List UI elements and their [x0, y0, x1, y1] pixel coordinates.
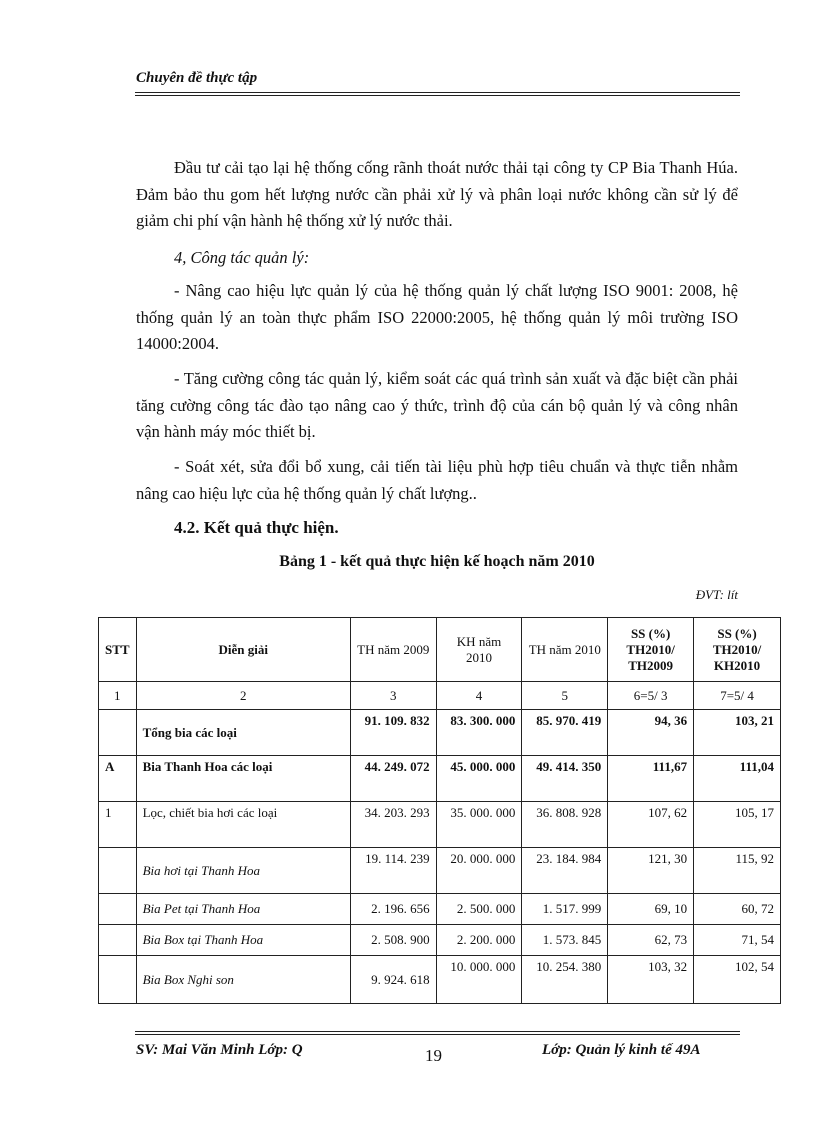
value-cell: 1. 573. 845 — [522, 925, 608, 956]
value-cell: 20. 000. 000 — [436, 848, 522, 894]
ratio-cell: 62, 73 — [608, 925, 694, 956]
value-cell: 10. 254. 380 — [522, 956, 608, 1004]
running-header: Chuyên đề thực tập — [136, 70, 258, 86]
table-index-row — [99, 682, 781, 710]
index-cell: 4 — [436, 682, 522, 710]
ratio-cell: 107, 62 — [608, 802, 694, 848]
paragraph-review: - Soát xét, sửa đổi bổ xung, cải tiến tài liệu phù hợp tiêu chuẩn và thực tiễn nhằm nâng cao hiệu lực của hệ thống quản lý chất lượng.. — [136, 457, 738, 503]
section-heading: 4.2. Kết quả thực hiện. — [174, 518, 339, 537]
stt-cell: A — [99, 756, 137, 802]
value-cell: 2. 508. 900 — [350, 925, 436, 956]
table-row-bia-hoi — [99, 848, 781, 894]
index-cell: 1 — [99, 682, 137, 710]
ratio-cell: 103, 21 — [694, 710, 781, 756]
value-cell: 2. 200. 000 — [436, 925, 522, 956]
value-cell: 2. 500. 000 — [436, 894, 522, 925]
ratio-cell: 111,67 — [608, 756, 694, 802]
value-cell: 9. 924. 618 — [350, 956, 436, 1004]
paragraph-iso: - Nâng cao hiệu lực quản lý của hệ thống quản lý chất lượng ISO 9001: 2008, hệ thống quản lý an toàn thực phẩm ISO 22000:2005, hệ thống quản lý môi trường ISO 14000:2004. — [136, 281, 738, 353]
table-unit: ĐVT: lít — [695, 587, 738, 602]
ratio-cell: 69, 10 — [608, 894, 694, 925]
value-cell: 23. 184. 984 — [522, 848, 608, 894]
paragraph-wastewater: Đầu tư cải tạo lại hệ thống cống rãnh thoát nước thải tại công ty CP Bia Thanh Húa. Đảm bảo thu gom hết lượng nước cần phải xử lý và phân loại nước không cần sử lý để giảm chi phí vận hành hệ thống xử lý nước thải. — [136, 158, 738, 230]
header-rule-bottom — [135, 95, 740, 96]
header-cell: STT — [99, 618, 137, 682]
description-cell: Lọc, chiết bia hơi các loại — [136, 802, 350, 848]
description-cell: Bia Thanh Hoa các loại — [136, 756, 350, 802]
table-row-total — [99, 710, 781, 756]
stt-cell — [99, 848, 137, 894]
ratio-cell: 60, 72 — [694, 894, 781, 925]
table-header-row — [99, 618, 781, 682]
ratio-cell: 121, 30 — [608, 848, 694, 894]
ratio-cell: 102, 54 — [694, 956, 781, 1004]
paragraph-control: - Tăng cường công tác quản lý, kiểm soát các quá trình sản xuất và đặc biệt cần phải tăng cường công tác đào tạo nâng cao ý thức, trình độ của cán bộ quản lý và công nhân vận hành máy móc thiết bị. — [136, 369, 738, 441]
stt-cell — [99, 710, 137, 756]
table-title: Bảng 1 - kết quả thực hiện kế hoạch năm 2010 — [279, 553, 595, 570]
description-cell: Bia Box tại Thanh Hoa — [136, 925, 350, 956]
index-cell: 7=5/ 4 — [694, 682, 781, 710]
stt-cell — [99, 925, 137, 956]
footer-rule-bottom — [135, 1034, 740, 1035]
value-cell: 91. 109. 832 — [350, 710, 436, 756]
description-cell: Bia Box Nghi son — [136, 956, 350, 1004]
index-cell: 2 — [136, 682, 350, 710]
page-number: 19 — [425, 1046, 442, 1065]
value-cell: 49. 414. 350 — [522, 756, 608, 802]
table-row-bia-box-nghi-son — [99, 956, 781, 1004]
ratio-cell: 71, 54 — [694, 925, 781, 956]
stt-cell — [99, 894, 137, 925]
description-cell: Bia Pet tại Thanh Hoa — [136, 894, 350, 925]
footer-rule-top — [135, 1031, 740, 1032]
header-cell: TH năm 2010 — [522, 618, 608, 682]
table-row-thanh-hoa — [99, 756, 781, 802]
value-cell: 44. 249. 072 — [350, 756, 436, 802]
value-cell: 34. 203. 293 — [350, 802, 436, 848]
header-cell: Diễn giải — [136, 618, 350, 682]
value-cell: 85. 970. 419 — [522, 710, 608, 756]
value-cell: 36. 808. 928 — [522, 802, 608, 848]
description-cell: Tổng bia các loại — [136, 710, 350, 756]
table-row-loc-chiet — [99, 802, 781, 848]
footer-class: Lớp: Quản lý kinh tế 49A — [542, 1042, 701, 1058]
table-row-bia-pet — [99, 894, 781, 925]
value-cell: 83. 300. 000 — [436, 710, 522, 756]
stt-cell: 1 — [99, 802, 137, 848]
header-cell: KH năm 2010 — [436, 618, 522, 682]
table-row-bia-box — [99, 925, 781, 956]
footer-student: SV: Mai Văn Minh Lớp: Q — [136, 1042, 303, 1058]
index-cell: 5 — [522, 682, 608, 710]
value-cell: 35. 000. 000 — [436, 802, 522, 848]
value-cell: 2. 196. 656 — [350, 894, 436, 925]
ratio-cell: 103, 32 — [608, 956, 694, 1004]
ratio-cell: 94, 36 — [608, 710, 694, 756]
value-cell: 1. 517. 999 — [522, 894, 608, 925]
ratio-cell: 111,04 — [694, 756, 781, 802]
ratio-cell: 115, 92 — [694, 848, 781, 894]
index-cell: 6=5/ 3 — [608, 682, 694, 710]
description-cell: Bia hơi tại Thanh Hoa — [136, 848, 350, 894]
header-cell: SS (%) TH2010/ TH2009 — [608, 618, 694, 682]
value-cell: 45. 000. 000 — [436, 756, 522, 802]
value-cell: 19. 114. 239 — [350, 848, 436, 894]
index-cell: 3 — [350, 682, 436, 710]
header-rule-top — [135, 92, 740, 93]
paragraph-management-heading: 4, Công tác quản lý: — [174, 248, 310, 267]
header-cell: TH năm 2009 — [350, 618, 436, 682]
value-cell: 10. 000. 000 — [436, 956, 522, 1004]
header-cell: SS (%) TH2010/ KH2010 — [694, 618, 781, 682]
ratio-cell: 105, 17 — [694, 802, 781, 848]
stt-cell — [99, 956, 137, 1004]
results-table — [98, 617, 781, 1004]
